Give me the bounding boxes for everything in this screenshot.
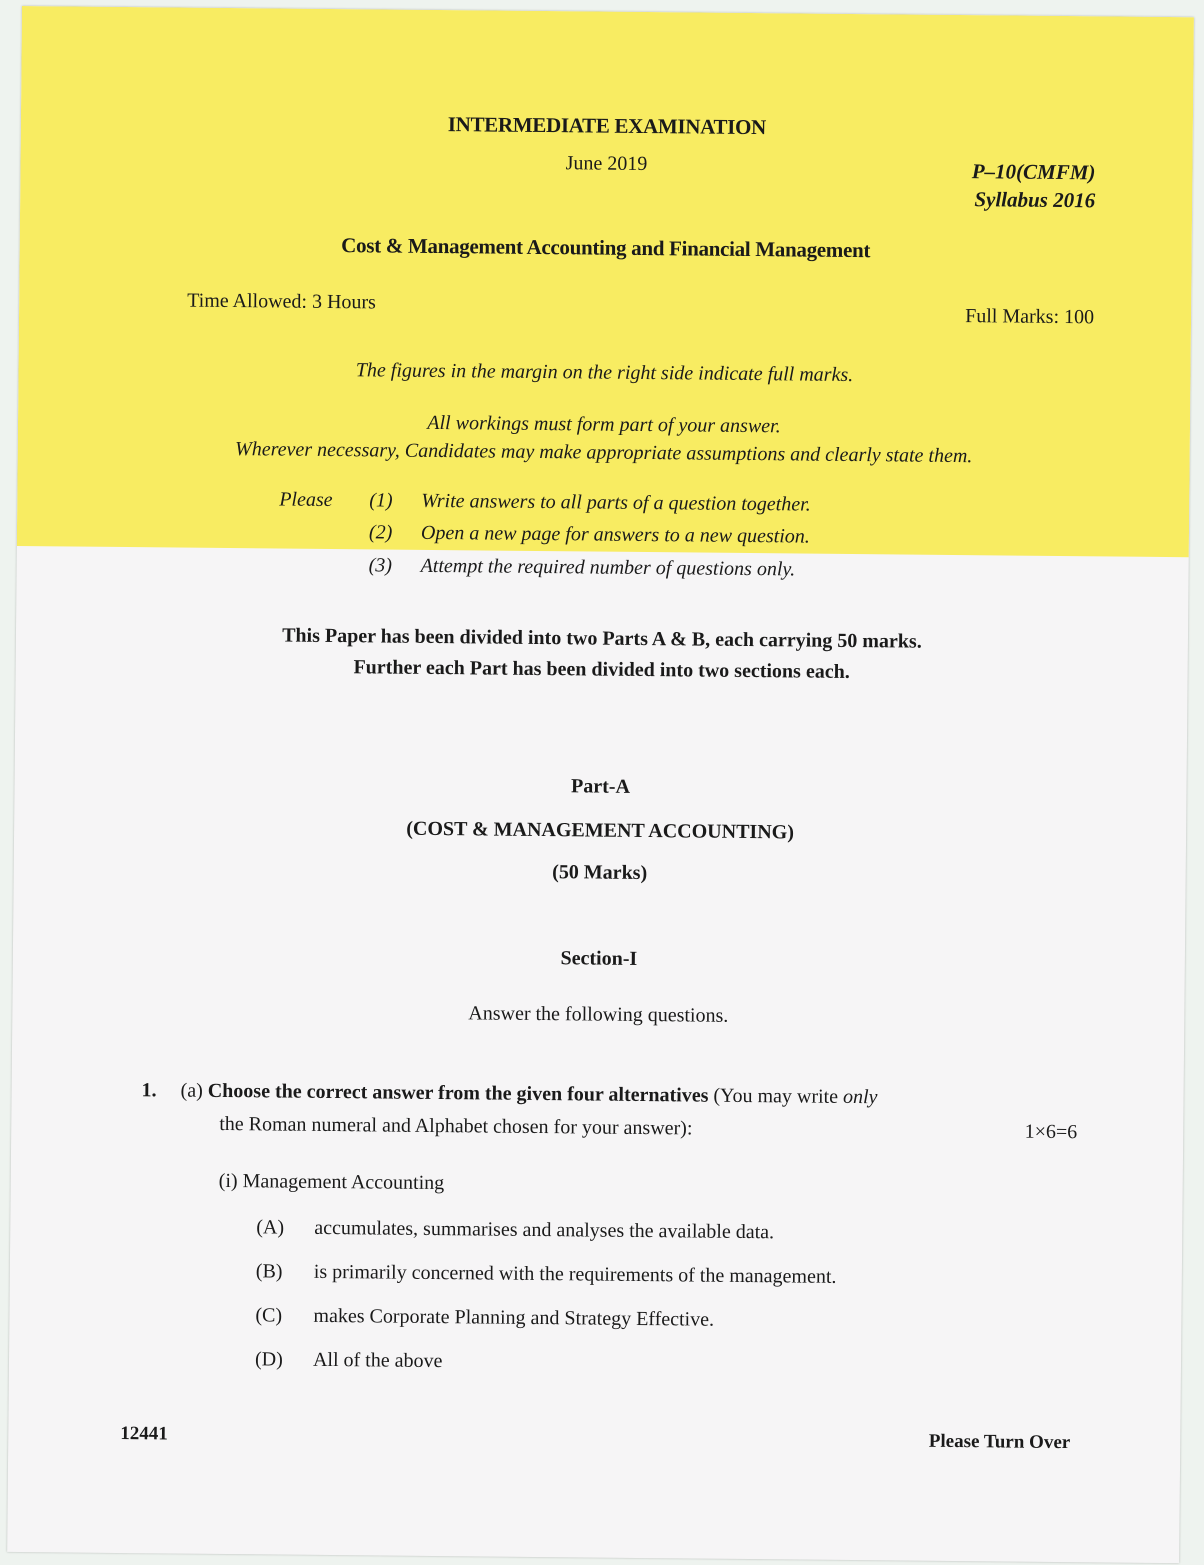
section-instruction: Answer the following questions. [468,1002,729,1027]
option-text: accumulates, summarises and analyses the available data. [314,1216,775,1244]
option-text: is primarily concerned with the requirements of the management. [313,1260,837,1288]
question-paren-text: (You may write [708,1084,844,1108]
instruction-number: (1) [369,489,393,512]
instruction-item [279,553,811,581]
sub-question-text: Management Accounting [242,1170,445,1195]
instructions-list [279,488,811,581]
question-sub-label: (a) [180,1079,203,1102]
time-allowed: Time Allowed: 3 Hours [187,289,377,314]
instruction-number: (2) [368,521,393,544]
answer-option-c[interactable] [255,1304,836,1354]
instruction-text: Open a new page for answers to a new question. [420,521,810,548]
exam-title: INTERMEDIATE EXAMINATION [447,112,767,140]
option-label: (A) [256,1216,285,1239]
answer-option-a[interactable] [256,1216,837,1266]
assumptions-note: Wherever necessary, Candidates may make appropriate assumptions and clearly state them. [235,438,973,468]
please-turn-over: Please Turn Over [928,1430,1071,1454]
paper-code-block [971,157,1095,214]
margin-note: The figures in the margin on the right side indicate full marks. [355,359,854,386]
paper-code: P–10(CMFM) [971,159,1096,185]
part-a-subtitle: (COST & MANAGEMENT ACCOUNTING) [406,817,795,844]
workings-note: All workings must form part of your answer. [427,411,781,438]
question-paren-italic: only [842,1085,878,1109]
option-text: All of the above [312,1348,443,1373]
instruction-text: Write answers to all parts of a question together. [421,489,811,516]
option-label: (C) [255,1304,283,1327]
instruction-number: (3) [368,554,393,577]
option-label: (B) [255,1260,283,1283]
part-a-marks: (50 Marks) [552,861,648,885]
instruction-item [279,520,811,558]
option-label: (D) [254,1348,283,1371]
question-1-line-2: the Roman numeral and Alphabet chosen for your answer): [219,1112,693,1140]
section-heading: Section-I [560,947,638,970]
subject-title: Cost & Management Accounting and Financial Management [341,233,871,263]
part-a-title: Part-A [570,775,631,798]
question-number: 1. [141,1079,157,1102]
instruction-item [279,488,811,525]
exam-session: June 2019 [565,152,648,176]
division-line-2: Further each Part has been divided into two sections each. [353,656,850,683]
option-text: makes Corporate Planning and Strategy Effective. [313,1304,715,1331]
full-marks: Full Marks: 100 [965,305,1095,329]
sub-question-label: (i) [218,1169,238,1193]
highlighted-header-band [17,6,1194,557]
answer-options [255,1216,837,1377]
division-line-1: This Paper has been divided into two Parts A & B, each carrying 50 marks. [282,624,922,653]
question-bold-prompt: Choose the correct answer from the given four alternatives [207,1079,709,1107]
answer-option-d[interactable] [255,1348,836,1377]
sub-question-i [219,1170,445,1195]
instruction-text: Attempt the required number of questions only. [420,554,796,581]
question-1-line-1 [141,1079,877,1109]
instructions-lead: Please [279,488,333,512]
paper-number: 12441 [120,1423,168,1445]
paper-division-note [16,618,1189,691]
syllabus-year: Syllabus 2016 [974,187,1096,213]
exam-paper-page [7,6,1194,1563]
answer-option-b[interactable] [256,1260,837,1310]
question-marks: 1×6=6 [1024,1120,1078,1144]
